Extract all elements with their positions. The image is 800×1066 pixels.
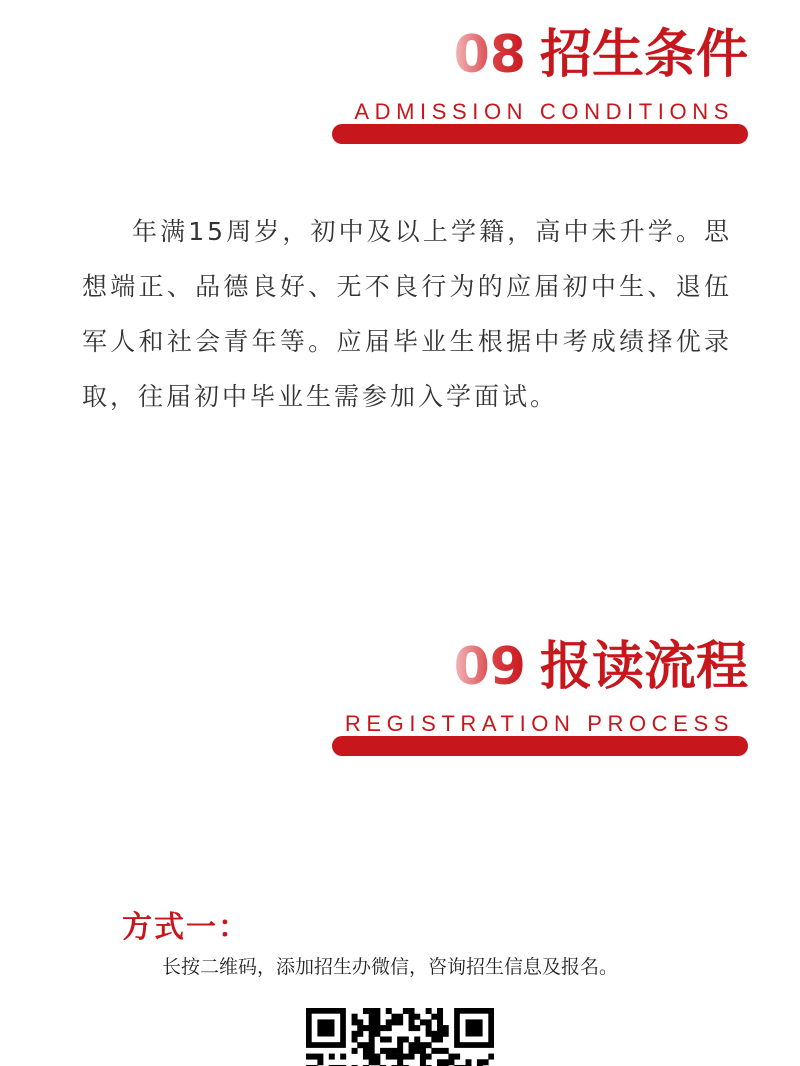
section-8-subtitle: ADMISSION CONDITIONS <box>354 99 734 124</box>
section-9-title: 报读流程 <box>539 637 748 697</box>
section-9-heading <box>328 637 748 697</box>
qr-code-graphic <box>306 1008 494 1066</box>
method-one-description: 长按二维码，添加招生办微信，咨询招生信息及报名。 <box>162 956 619 978</box>
section-9-underline-bar <box>332 736 748 756</box>
section-8-heading <box>328 25 748 85</box>
qr-code[interactable] <box>306 1008 494 1066</box>
section-9-title-line <box>328 637 748 697</box>
section-8-title-line <box>328 25 748 85</box>
method-one-title: 方式一： <box>122 910 250 945</box>
admission-conditions-paragraph: 年满15周岁，初中及以上学籍，高中未升学。思想端正、品德良好、无不良行为的应届初中生、退伍军人和社会青年等。应届毕业生根据中考成绩择优录取，往届初中毕业生需参加入学面试。 <box>82 217 732 411</box>
section-8-underline-bar <box>332 124 748 144</box>
section-9-subtitle: REGISTRATION PROCESS <box>344 711 734 736</box>
section-8-title: 招生条件 <box>539 25 748 85</box>
section-9-number: 09 <box>453 637 526 697</box>
section-8-number: 08 <box>453 25 526 85</box>
